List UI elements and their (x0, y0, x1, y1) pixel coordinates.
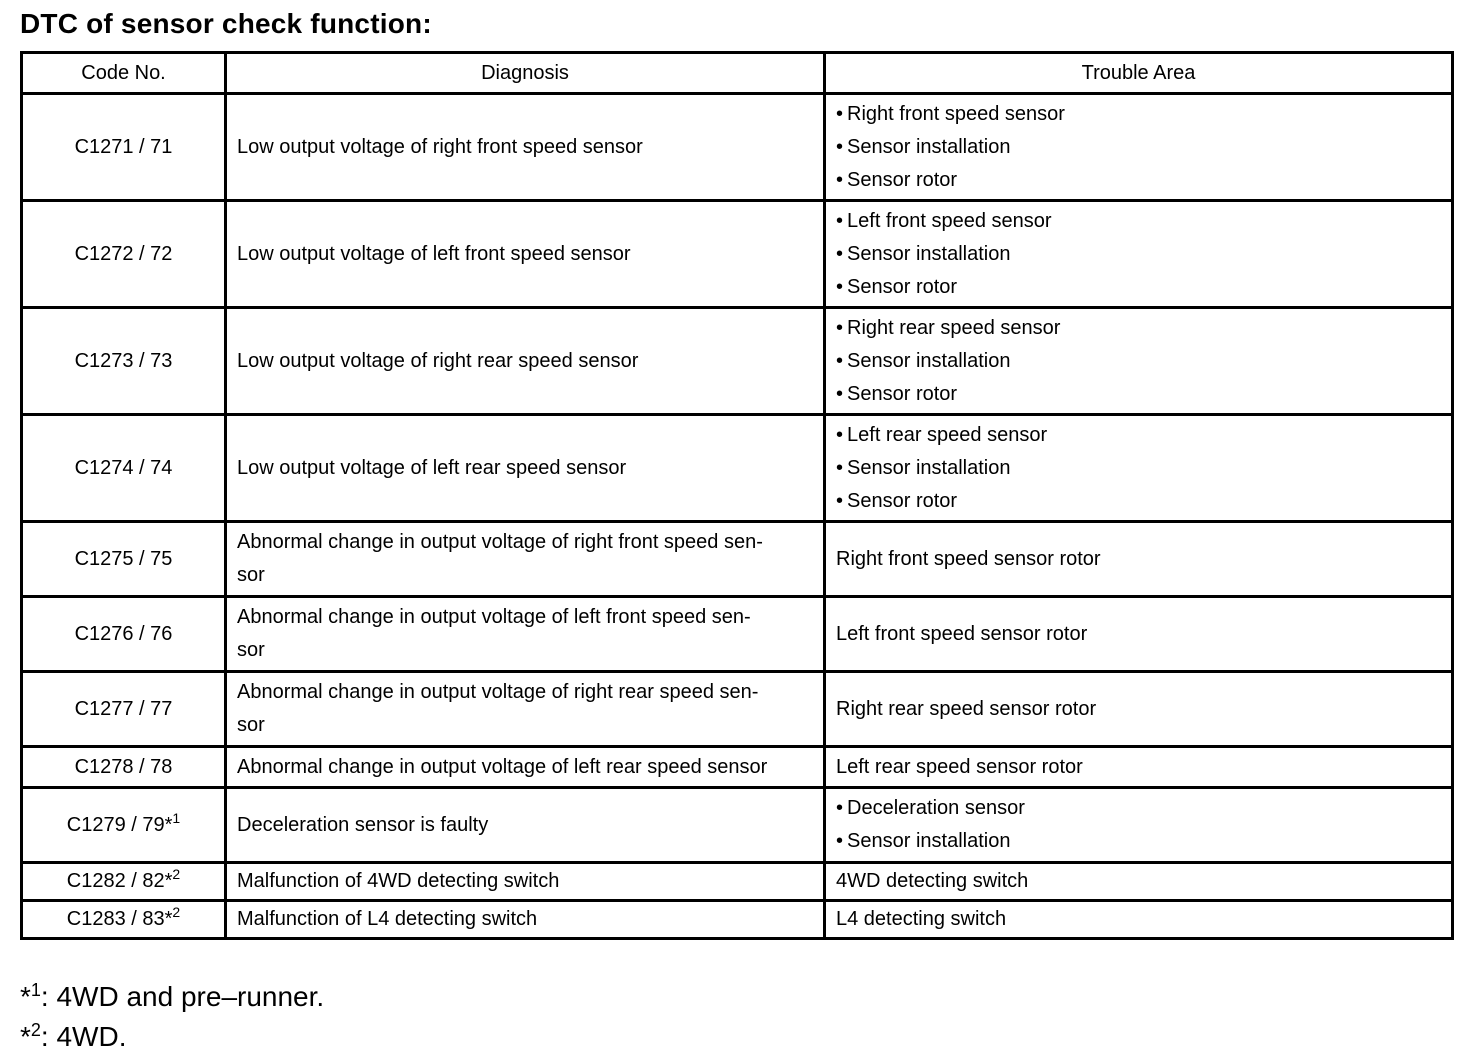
bullet-icon: • (836, 382, 844, 405)
bullet-icon: • (836, 423, 844, 446)
table-row (22, 788, 1453, 863)
diagnosis-cell: Low output voltage of left front speed sensor (226, 201, 825, 308)
code-cell (22, 415, 226, 522)
diagnosis-cell: Abnormal change in output voltage of left front speed sen- sor (226, 597, 825, 672)
trouble-area-cell (825, 788, 1453, 863)
code-cell (22, 788, 226, 863)
diagnosis-cell: Abnormal change in output voltage of right rear speed sen- sor (226, 672, 825, 747)
table-row (22, 863, 1453, 901)
bullet-icon: • (836, 456, 844, 479)
list-item: • Sensor installation (836, 825, 1441, 858)
footnote-1: *$^1$: 4WD and pre–runner. (20, 980, 325, 1012)
bullet-icon: • (836, 102, 844, 125)
list-item: • Right rear speed sensor (836, 312, 1441, 345)
code-text: C1274 / 74 (74, 456, 173, 479)
diagnosis-cell: Malfunction of L4 detecting switch (226, 901, 825, 939)
code-text: C1275 / 75 (74, 547, 173, 570)
diagnosis-cell: Low output voltage of left rear speed sensor (226, 415, 825, 522)
table-row (22, 597, 1453, 672)
code-text: C1282 / 82* (66, 870, 173, 892)
diagnosis-cell: Deceleration sensor is faulty (226, 788, 825, 863)
list-item: • Sensor rotor (836, 485, 1441, 518)
footnote-ref: 2 (172, 904, 181, 920)
header-diagnosis: Diagnosis (226, 53, 825, 94)
code-cell (22, 597, 226, 672)
table-row (22, 415, 1453, 522)
trouble-area-cell: Right front speed sensor rotor (825, 522, 1453, 597)
code-cell (22, 672, 226, 747)
header-trouble-area: Trouble Area (825, 53, 1453, 94)
bullet-icon: • (836, 135, 844, 158)
list-item: • Sensor rotor (836, 271, 1441, 304)
bullet-icon: • (836, 830, 844, 852)
footnotes (20, 977, 324, 1057)
page-title: DTC of sensor check function: (20, 8, 432, 39)
table-row (22, 94, 1453, 201)
diagnosis-cell: Malfunction of 4WD detecting switch (226, 863, 825, 901)
bullet-icon: • (836, 489, 844, 512)
code-text: C1283 / 83* (66, 908, 173, 930)
dtc-table (20, 51, 1454, 940)
trouble-area-cell: Left rear speed sensor rotor (825, 747, 1453, 788)
code-text: C1276 / 76 (74, 622, 173, 645)
diagnosis-cell: Low output voltage of right rear speed sensor (226, 308, 825, 415)
footnote-2: *$^2$: 4WD. (20, 1020, 127, 1052)
trouble-area-cell: L4 detecting switch (825, 901, 1453, 939)
code-cell (22, 94, 226, 201)
trouble-area-cell: 4WD detecting switch (825, 863, 1453, 901)
list-item: • Left front speed sensor (836, 205, 1441, 238)
code-text: C1272 / 72 (74, 242, 173, 265)
table-row (22, 201, 1453, 308)
bullet-icon: • (836, 168, 844, 191)
bullet-icon: • (836, 209, 844, 232)
list-item: • Sensor rotor (836, 164, 1441, 197)
trouble-area-cell (825, 308, 1453, 415)
trouble-area-cell (825, 415, 1453, 522)
list-item: • Sensor installation (836, 238, 1441, 271)
footnote-ref: 2 (172, 866, 181, 882)
trouble-area-cell: Right rear speed sensor rotor (825, 672, 1453, 747)
code-text: C1277 / 77 (74, 697, 173, 720)
code-cell (22, 201, 226, 308)
code-cell (22, 522, 226, 597)
trouble-area-cell (825, 201, 1453, 308)
table-row (22, 747, 1453, 788)
bullet-icon: • (836, 349, 844, 372)
code-text: C1279 / 79* (66, 813, 173, 836)
list-item: • Right front speed sensor (836, 98, 1441, 131)
table-row (22, 672, 1453, 747)
code-cell (22, 863, 226, 901)
bullet-icon: • (836, 275, 844, 298)
list-item: • Sensor installation (836, 131, 1441, 164)
header-code-no: Code No. (22, 53, 226, 94)
code-cell (22, 308, 226, 415)
bullet-icon: • (836, 242, 844, 265)
footnote-ref: 1 (172, 809, 181, 826)
list-item: • Sensor installation (836, 345, 1441, 378)
diagnosis-cell: Abnormal change in output voltage of right front speed sen- sor (226, 522, 825, 597)
table-row (22, 522, 1453, 597)
list-item: • Deceleration sensor (836, 792, 1441, 825)
diagnosis-cell: Abnormal change in output voltage of left rear speed sensor (226, 747, 825, 788)
list-item: • Left rear speed sensor (836, 419, 1441, 452)
table-row (22, 308, 1453, 415)
trouble-area-cell (825, 94, 1453, 201)
bullet-icon: • (836, 797, 844, 819)
list-item: • Sensor rotor (836, 378, 1441, 411)
bullet-icon: • (836, 316, 844, 339)
table-header-row (22, 53, 1453, 94)
trouble-area-cell: Left front speed sensor rotor (825, 597, 1453, 672)
diagnosis-cell: Low output voltage of right front speed sensor (226, 94, 825, 201)
code-text: C1273 / 73 (74, 349, 173, 372)
code-cell (22, 901, 226, 939)
code-text: C1278 / 78 (74, 755, 173, 778)
table-row (22, 901, 1453, 939)
code-text: C1271 / 71 (74, 135, 173, 158)
code-cell (22, 747, 226, 788)
list-item: • Sensor installation (836, 452, 1441, 485)
